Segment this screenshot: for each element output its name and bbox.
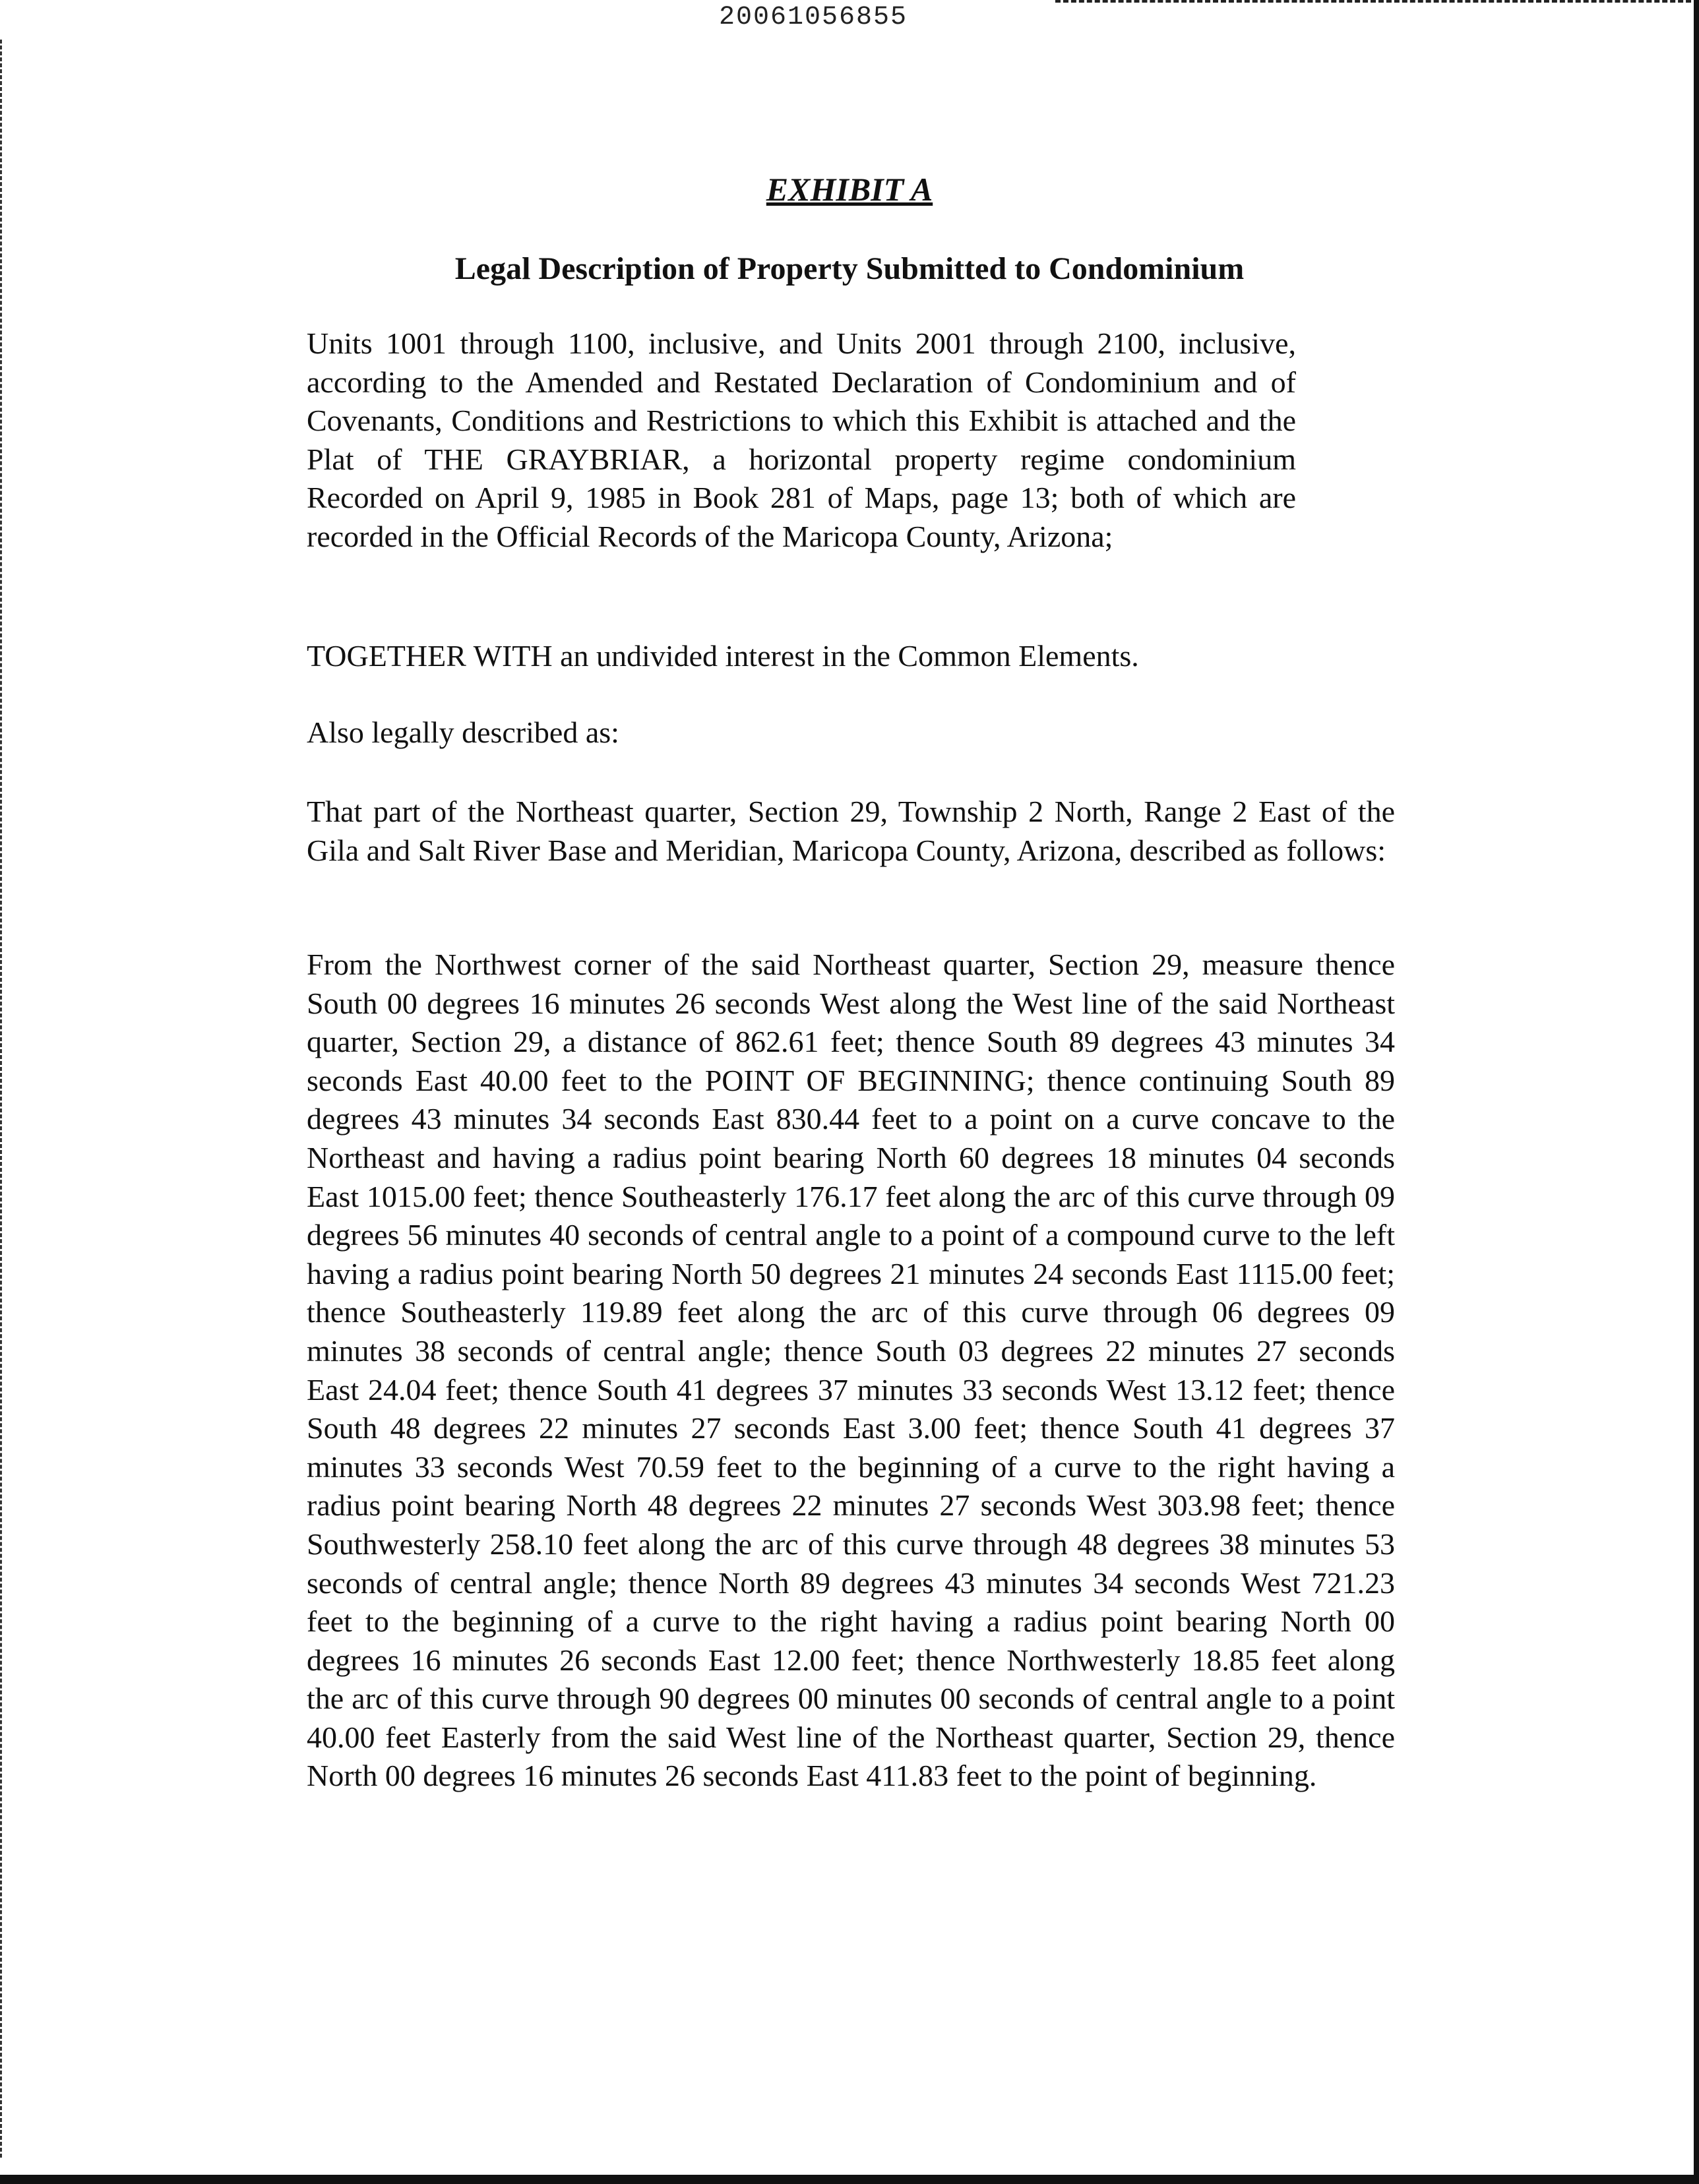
common-elements-paragraph: TOGETHER WITH an undivided interest in the Common Elements. [307,639,1139,673]
scan-left-border [0,40,4,2158]
document-subtitle: Legal Description of Property Submitted to Condominium [454,251,1245,286]
document-number: 20061056855 [719,3,908,32]
units-paragraph: Units 1001 through 1100, inclusive, and Units 2001 through 2100, inclusive, according to the Amended and Restated Declaration of Condominium and of Covenants, Conditions and Restrictions to which this Exhibit is attached and the Plat of THE GRAYBRIAR, a horizontal property regime condominium Recorded on April 9, 1985 in Book 281 of Maps, page 13; both of which are recorded in the Official Records of the Maricopa County, Arizona; [307,326,1296,553]
scan-top-border [1055,0,1699,5]
also-described-paragraph: Also legally described as: [307,715,619,749]
scan-right-border [1694,0,1699,2184]
location-paragraph: That part of the Northeast quarter, Section 29, Township 2 North, Range 2 East of the Gila and Salt River Base and Meridian, Maricopa County, Arizona, described as follows: [307,795,1395,867]
metes-and-bounds-paragraph: From the Northwest corner of the said Northeast quarter, Section 29, measure thence South 00 degrees 16 minutes 26 seconds West along the West line of the said Northeast quarter, Section 29, a distance of 862.61 feet; thence South 89 degrees 43 minutes 34 seconds East 40.00 feet to the POINT OF BEGINNING; thence continuing South 89 degrees 43 minutes 34 seconds East 830.44 feet to a point on a curve concave to the Northeast and having a radius point bearing North 60 degrees 18 minutes 04 seconds East 1015.00 feet; thence Southeasterly 176.17 feet along the arc of this curve through 09 degrees 56 minutes 40 seconds of central angle to a point of a compound curve to the left having a radius point bearing North 50 degrees 21 minutes 24 seconds East 1115.00 feet; thence Southeasterly 119.89 feet along the arc of this curve through 06 degrees 09 minutes 38 seconds of central angle; thence South 03 degrees 22 minutes 27 seconds East 24.04 feet; thence South 41 degrees 37 minutes 33 seconds West 13.12 feet; thence South 48 degrees 22 minutes 27 seconds East 3.00 feet; thence South 41 degrees 37 minutes 33 seconds West 70.59 feet to the beginning of a curve to the right having a radius point bearing North 48 degrees 22 minutes 27 seconds West 303.98 feet; thence Southwesterly 258.10 feet along the arc of this curve through 48 degrees 38 minutes 53 seconds of central angle; thence North 89 degrees 43 minutes 34 seconds West 721.23 feet to the beginning of a curve to the right having a radius point bearing North 00 degrees 16 minutes 26 seconds East 12.00 feet; thence Northwesterly 18.85 feet along the arc of this curve through 90 degrees 00 minutes 00 seconds of central angle to a point 40.00 feet Easterly from the said West line of the Northeast quarter, Section 29, thence North 00 degrees 16 minutes 26 seconds East 411.83 feet to the point of beginning. [307,948,1395,1793]
scan-bottom-border [0,2175,1699,2184]
exhibit-title: EXHIBIT A [766,171,933,208]
